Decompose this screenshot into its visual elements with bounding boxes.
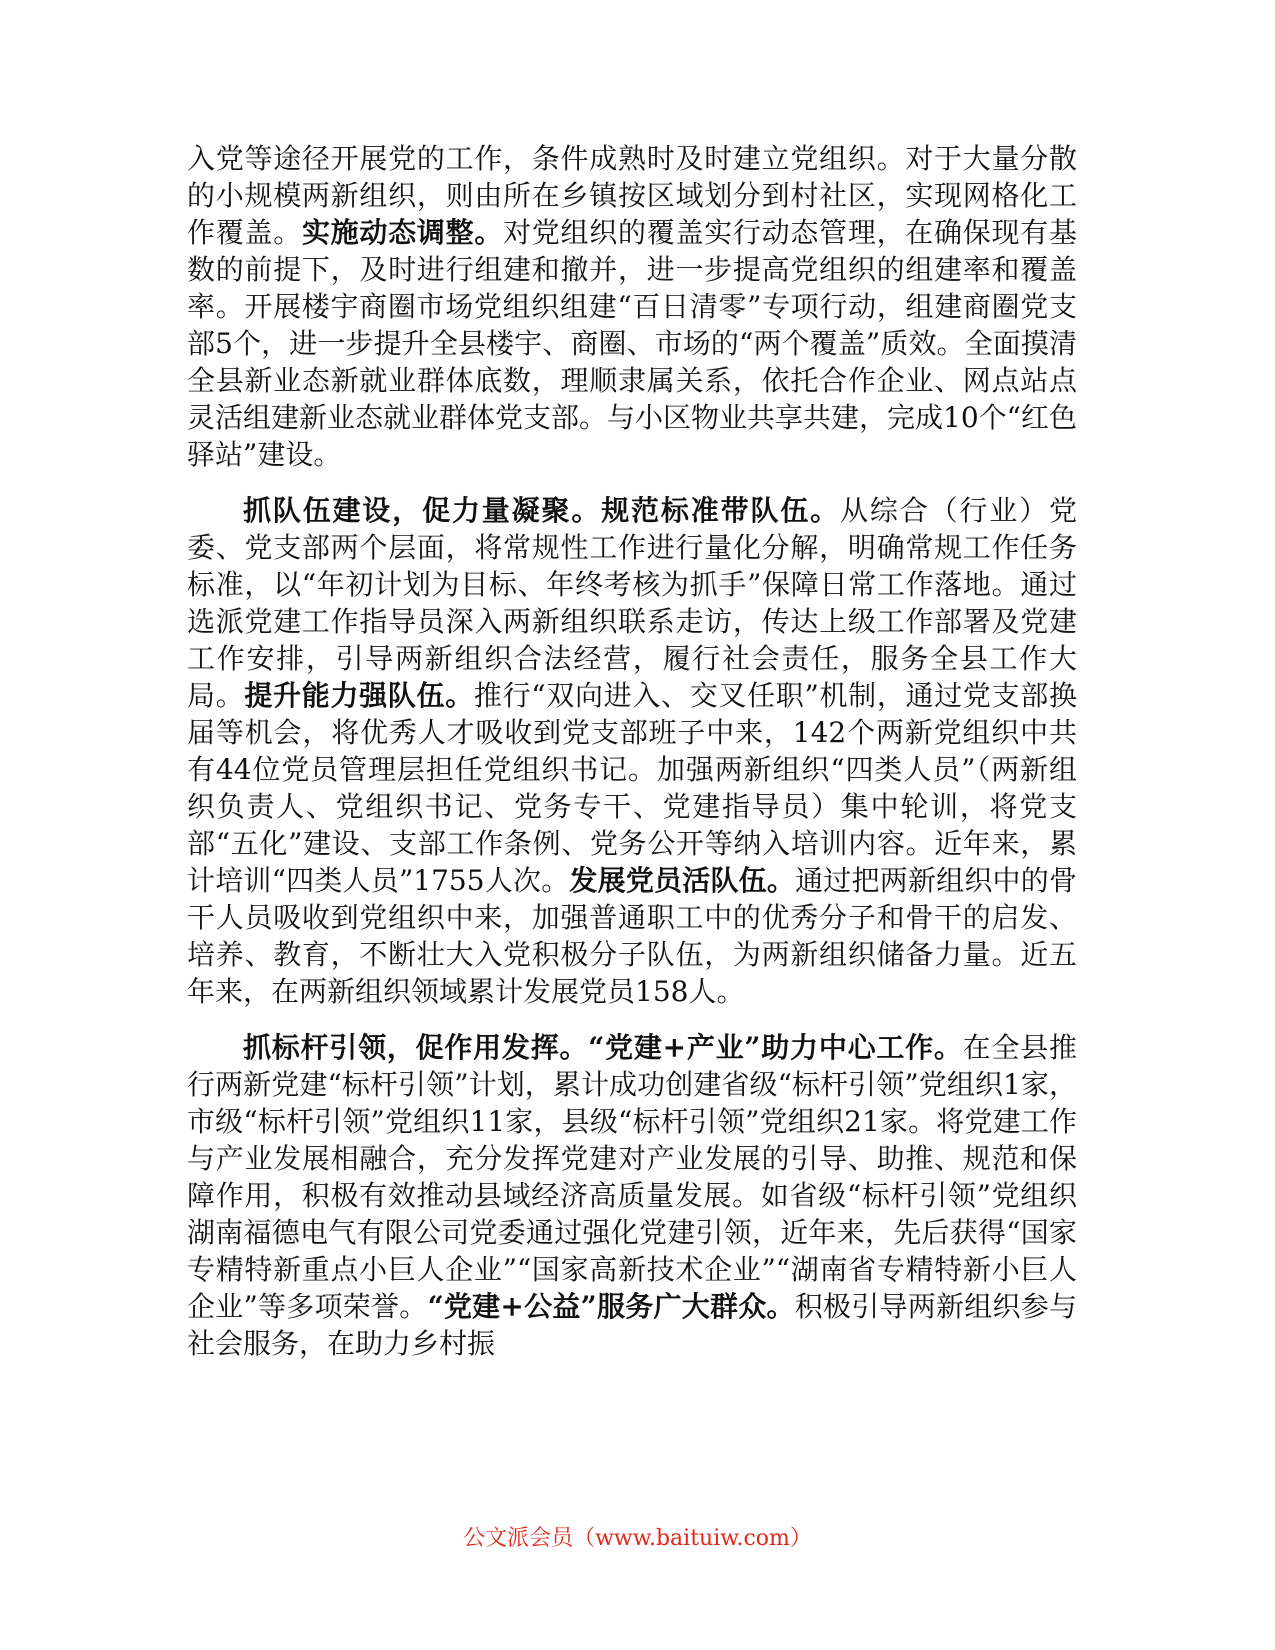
text-run: 推行“双向进入、交叉任职”机制，通过党支部换届等机会，将优秀人才吸收到党支部班子中来，142个两新党组织中共有44位党员管理层担任党组织书记。加强两新组织“四类人员”（两新组织负责人、党组织书记、党务专干、党建指导员）集中轮训，将党支部“五化”建设、支部工作条例、党务公开等纳入培训内容。近年来，累计培训“四类人员”1755人次。 bbox=[187, 679, 1077, 897]
bold-heading: 提升能力强队伍。 bbox=[244, 679, 474, 712]
text-run: 通过把两新组织中的骨干人员吸收到党组织中来，加强普通职工中的优秀分子和骨干的启发、培养、教育，不断壮大入党积极分子队伍，为两新组织储备力量。近五年来，在两新组织领域累计发展党员158人。 bbox=[187, 864, 1077, 1008]
bold-heading: 抓标杆引领，促作用发挥。“党建+产业”助力中心工作。 bbox=[243, 1031, 963, 1064]
bold-heading: “党建+公益”服务广大群众。 bbox=[427, 1290, 795, 1323]
paragraph-2 bbox=[187, 492, 1077, 1010]
footer-watermark-link[interactable]: 公文派会员（www.baituiw.com） bbox=[463, 1526, 812, 1551]
text-run: 对党组织的覆盖实行动态管理，在确保现有基数的前提下，及时进行组建和撤并，进一步提高党组织的组建率和覆盖率。开展楼宇商圈市场党组织组建“百日清零”专项行动，组建商圈党支部5个，进一步提升全县楼宇、商圈、市场的“两个覆盖”质效。全面摸清全县新业态新就业群体底数，理顺隶属关系，依托合作企业、网点站点灵活组建新业态就业群体党支部。与小区物业共享共建，完成10个“红色驿站”建设。 bbox=[187, 216, 1077, 471]
bold-heading: 抓队伍建设，促力量凝聚。规范标准带队伍。 bbox=[243, 494, 841, 527]
paragraph-1 bbox=[187, 140, 1077, 473]
paragraph-3 bbox=[187, 1029, 1077, 1362]
text-run: 从综合（行业）党委、党支部两个层面，将常规性工作进行量化分解，明确常规工作任务标准，以“年初计划为目标、年终考核为抓手”保障日常工作落地。通过选派党建工作指导员深入两新组织联系走访，传达上级工作部署及党建工作安排，引导两新组织合法经营，履行社会责任，服务全县工作大局。 bbox=[187, 494, 1077, 712]
text-run: 积极引导两新组织参与社会服务，在助力乡村振 bbox=[187, 1290, 1077, 1360]
bold-heading: 实施动态调整。 bbox=[301, 216, 504, 249]
document-body bbox=[187, 140, 1077, 1362]
text-run: 入党等途径开展党的工作，条件成熟时及时建立党组织。对于大量分散的小规模两新组织，则由所在乡镇按区域划分到村社区，实现网格化工作覆盖。 bbox=[187, 142, 1077, 249]
text-run: 在全县推行两新党建“标杆引领”计划，累计成功创建省级“标杆引领”党组织1家，市级“标杆引领”党组织11家，县级“标杆引领”党组织21家。将党建工作与产业发展相融合，充分发挥党建对产业发展的引导、助推、规范和保障作用，积极有效推动县域经济高质量发展。如省级“标杆引领”党组织湖南福德电气有限公司党委通过强化党建引领，近年来，先后获得“国家专精特新重点小巨人企业”“国家高新技术企业”“湖南省专精特新小巨人企业”等多项荣誉。 bbox=[187, 1031, 1077, 1323]
bold-heading: 发展党员活队伍。 bbox=[569, 864, 796, 897]
